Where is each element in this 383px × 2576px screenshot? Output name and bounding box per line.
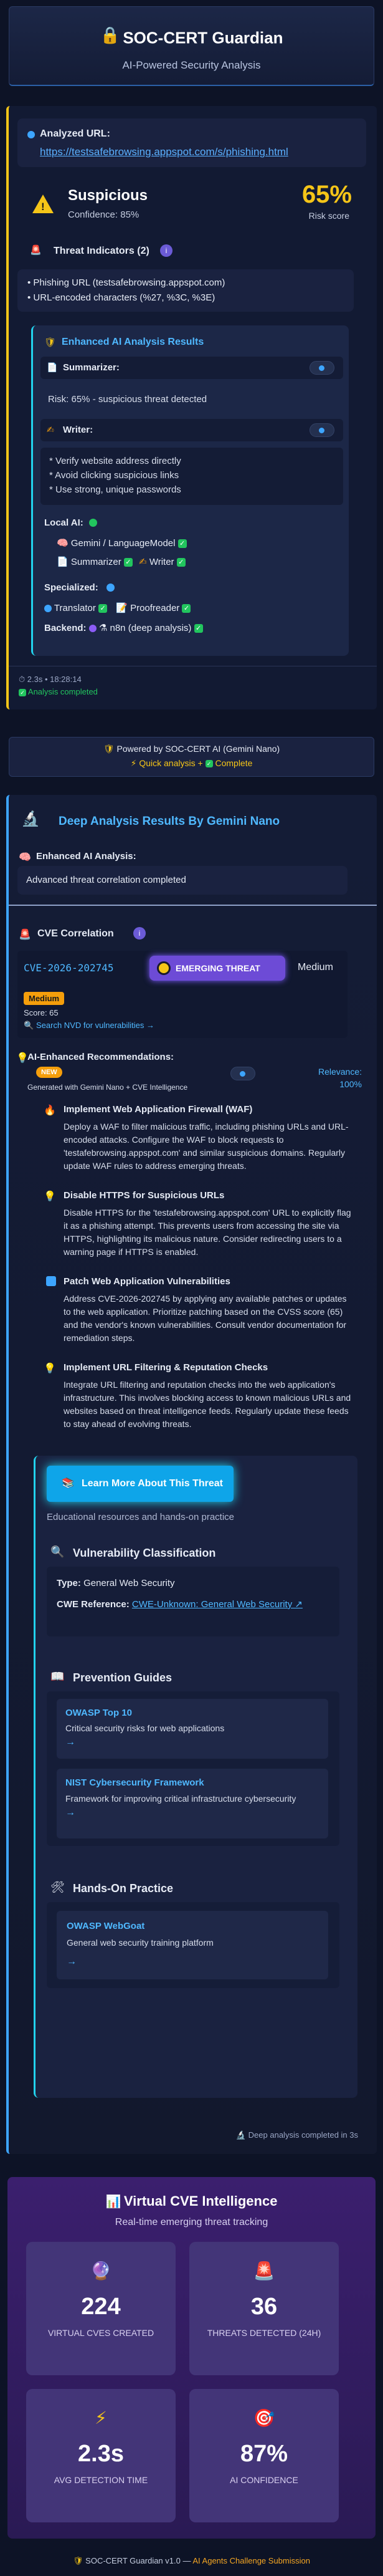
quick-analysis-label: Quick analysis bbox=[139, 758, 196, 768]
stat-label: THREATS DETECTED (24H) bbox=[207, 2328, 321, 2338]
bulb-icon: 💡 bbox=[44, 1363, 56, 1374]
vuln-class-box bbox=[47, 1567, 339, 1636]
info-icon[interactable]: i bbox=[160, 244, 173, 257]
translator-label: Translator bbox=[54, 603, 96, 613]
emerging-threat-badge bbox=[149, 956, 285, 981]
learn-more-button[interactable] bbox=[47, 1466, 234, 1502]
cwe-label: CWE Reference: bbox=[57, 1599, 130, 1610]
intel-title: Virtual CVE Intelligence bbox=[123, 2193, 278, 2209]
stat-label: AVG DETECTION TIME bbox=[54, 2475, 148, 2485]
checkbox-icon bbox=[46, 1276, 56, 1286]
check-icon: ✓ bbox=[178, 539, 187, 548]
circle-icon bbox=[157, 961, 171, 975]
fire-icon: 🔥 bbox=[44, 1105, 56, 1116]
threat-indicators-list bbox=[17, 269, 354, 312]
check-icon: ✓ bbox=[124, 558, 133, 567]
local-ai-label: Local AI: bbox=[44, 517, 83, 528]
summarizer-icon: 📄 bbox=[47, 362, 58, 372]
vuln-class-title: Vulnerability Classification bbox=[73, 1547, 216, 1559]
enhanced-analysis-label: Enhanced AI Analysis: bbox=[36, 851, 136, 862]
risk-score: 65% bbox=[301, 181, 352, 208]
writer-row bbox=[40, 419, 343, 441]
cwe-link[interactable]: CWE-Unknown: General Web Security ↗ bbox=[131, 1599, 303, 1610]
alert-icon: 🚨 bbox=[19, 930, 31, 940]
backend-label: Backend: bbox=[44, 623, 87, 633]
summarizer-text: Risk: 65% - suspicious threat detected bbox=[48, 394, 207, 405]
rec-title: Implement Web Application Firewall (WAF) bbox=[64, 1104, 253, 1115]
threat-item: • URL-encoded characters (%27, %3C, %3E) bbox=[27, 292, 215, 303]
practice-card[interactable] bbox=[57, 1911, 328, 1979]
stat-card bbox=[26, 2242, 176, 2375]
enhanced-analysis-box bbox=[17, 866, 348, 895]
writer-toggle[interactable] bbox=[310, 423, 334, 437]
check-icon: ✓ bbox=[19, 689, 26, 696]
deep-analysis-done: Deep analysis completed in 3s bbox=[248, 2130, 358, 2140]
guide-name: NIST Cybersecurity Framework bbox=[65, 1777, 204, 1788]
guide-card[interactable] bbox=[57, 1769, 328, 1838]
stopwatch-icon: ⏱ bbox=[19, 675, 26, 684]
analysis-card: Analyzed URL: https://testsafebrowsing.appspot.com/s/phishing.html ! Suspicious Confidence: 85% 65% Risk score 🚨 Threat Indicators (2) i • Phishing URL (testsafebrowsing.appspot.com) • URL-encoded characters (%27, %3C, %3E) 🛡 Enhanced AI Analysis Results 📄 Summarizer: Risk: 65% - suspicious threat detected ✍ Writer: * Verify website address directly * Avoid clicking suspicious links * Use strong, unique passwords Local AI: 🧠 Gemini / LanguageModel ✓ 📄 Summarizer ✓ ✍ Writer ✓ Specialized: Translator ✓ 📝 Proofreader ✓ Backend: ⚗ n8n (deep analysis) ✓ ⏱ 2.3s • 18:28:14 ✓ Analysis completed bbox=[6, 106, 377, 709]
stat-label: AI CONFIDENCE bbox=[230, 2475, 298, 2485]
hands-on-title: Hands-On Practice bbox=[73, 1882, 174, 1895]
writer-mini-icon: ✍ bbox=[139, 557, 147, 567]
cve-score: Score: 65 bbox=[24, 1008, 59, 1017]
severity-badge: Medium bbox=[24, 992, 64, 1005]
footer-text: SOC-CERT Guardian v1.0 — bbox=[85, 2556, 193, 2565]
backend-dot-icon bbox=[89, 625, 97, 632]
footer-link[interactable]: AI Agents Challenge Submission bbox=[192, 2556, 310, 2565]
magnifier-icon: 🔍 bbox=[50, 1545, 65, 1558]
writer-label: Writer: bbox=[63, 425, 93, 435]
writer-text bbox=[40, 448, 343, 505]
intel-panel bbox=[7, 2177, 376, 2539]
arrow-icon: → bbox=[67, 1956, 77, 1967]
check-icon: ✓ bbox=[98, 604, 107, 613]
type-value: General Web Security bbox=[83, 1578, 175, 1588]
analyzed-url-label: Analyzed URL: bbox=[40, 128, 110, 139]
microscope-icon: 🔬 bbox=[21, 810, 40, 827]
rec-body: Integrate URL filtering and reputation checks into the web application's infrastructure. This involves blocking access to known malicious URLs and websites based on threat intelligence feeds. Regularly update these feeds to stay ahead of evolving threats. bbox=[64, 1380, 351, 1429]
summarizer-toggle[interactable] bbox=[310, 361, 334, 375]
writer-line: * Verify website address directly bbox=[49, 456, 181, 466]
powered-by-box: 🛡 Powered by SOC-CERT AI (Gemini Nano) ⚡ Quick analysis + ✓ Complete bbox=[9, 737, 374, 777]
prevention-title: Prevention Guides bbox=[73, 1671, 173, 1684]
arrow-icon: → bbox=[65, 1737, 75, 1747]
complete-label: Complete bbox=[215, 758, 253, 768]
type-label: Type: bbox=[57, 1578, 81, 1588]
bottom-footer bbox=[0, 2556, 383, 2566]
practice-desc: General web security training platform bbox=[67, 1938, 214, 1948]
check-icon: ✓ bbox=[177, 558, 186, 567]
specialized-label: Specialized: bbox=[44, 582, 98, 593]
writer-line: * Use strong, unique passwords bbox=[49, 484, 181, 495]
analysis-time: 2.3s • 18:28:14 bbox=[27, 675, 82, 684]
arrow-icon: → bbox=[65, 1807, 75, 1818]
info-dot-icon bbox=[27, 131, 35, 138]
powered-by-text: Powered by SOC-CERT AI (Gemini Nano) bbox=[116, 744, 280, 754]
specialized-status-dot bbox=[106, 584, 115, 592]
writer-mini-label: Writer bbox=[149, 557, 174, 567]
summarizer-mini-label: Summarizer bbox=[70, 557, 121, 567]
new-badge: NEW bbox=[36, 1067, 62, 1078]
threat-indicators-title: Threat Indicators (2) bbox=[54, 246, 149, 256]
rec-body: Address CVE-2026-202745 by applying any available patches or updates to the web application. Prioritize patching based on the CVSS score (65) and the vendor's known vulnerabilities. Consult vendor documentation for remediation steps. bbox=[64, 1294, 347, 1343]
guide-desc: Framework for improving critical infrastructure cybersecurity bbox=[65, 1794, 296, 1804]
risk-score-label: Risk score bbox=[308, 211, 349, 221]
app-subtitle: AI-Powered Security Analysis bbox=[122, 59, 261, 71]
rec-title: Implement URL Filtering & Reputation Checks bbox=[64, 1362, 268, 1373]
deep-analysis-card bbox=[6, 795, 377, 2154]
enhanced-analysis-text: Advanced threat correlation completed bbox=[26, 875, 186, 885]
flask-icon: ⚗ bbox=[98, 623, 108, 633]
stat-value: 87% bbox=[240, 2441, 288, 2467]
writer-icon: ✍ bbox=[47, 425, 54, 435]
relevance-value: 100% bbox=[339, 1079, 362, 1089]
check-icon: ✓ bbox=[206, 760, 213, 767]
intel-subtitle: Real-time emerging threat tracking bbox=[115, 2217, 268, 2228]
rec-title: Disable HTTPS for Suspicious URLs bbox=[64, 1190, 225, 1201]
rec-title: Patch Web Application Vulnerabilities bbox=[64, 1276, 230, 1287]
book-icon: 📚 bbox=[62, 1478, 74, 1489]
analyzed-url-link[interactable]: https://testsafebrowsing.appspot.com/s/phishing.html bbox=[40, 146, 288, 158]
guide-desc: Critical security risks for web applications bbox=[65, 1723, 225, 1733]
translator-dot-icon bbox=[44, 605, 52, 612]
deep-analysis-title: Deep Analysis Results By Gemini Nano bbox=[59, 815, 280, 828]
generated-with-text: Generated with Gemini Nano + CVE Intelligence bbox=[27, 1083, 188, 1092]
emerging-threat-text: EMERGING THREAT bbox=[176, 963, 260, 973]
wrench-icon: 🛠 bbox=[50, 1881, 65, 1893]
guide-card[interactable] bbox=[57, 1699, 328, 1759]
prevention-list bbox=[47, 1691, 339, 1846]
nvd-search-link[interactable]: Search NVD for vulnerabilities → bbox=[36, 1021, 155, 1030]
target-icon: 🎯 bbox=[253, 2408, 275, 2428]
hands-on-list bbox=[47, 1902, 339, 1988]
analysis-status: Analysis completed bbox=[27, 687, 98, 696]
summarizer-mini-icon: 📄 bbox=[57, 557, 69, 567]
learn-more-panel bbox=[34, 1456, 357, 2098]
enhanced-ai-panel bbox=[31, 325, 349, 656]
relevance-label: Relevance: bbox=[318, 1067, 362, 1077]
learn-more-label: Learn More About This Threat bbox=[82, 1478, 223, 1489]
rec-body: Disable HTTPS for the 'testafebrowsing.appspot.com' URL to explicitly flag it as a phishing attempt. This prevents users from accessing the site via HTTPS, highlighting its malicious nature. Consider redirecting users to a warning page if HTTPS is enabled. bbox=[64, 1208, 351, 1257]
threat-item: • Phishing URL (testsafebrowsing.appspot.com) bbox=[27, 277, 225, 288]
analyzed-url-box bbox=[17, 118, 366, 167]
check-icon: ✓ bbox=[182, 604, 191, 613]
book-icon: 📖 bbox=[50, 1670, 65, 1683]
microscope-icon: 🔬 bbox=[235, 2130, 247, 2140]
proofreader-icon: 📝 bbox=[116, 603, 128, 613]
bulb-icon: 💡 bbox=[16, 1053, 29, 1064]
cve-correlation-title: CVE Correlation bbox=[37, 928, 114, 939]
stat-card bbox=[189, 2389, 339, 2522]
proofreader-label: Proofreader bbox=[130, 603, 180, 613]
stat-card bbox=[26, 2389, 176, 2522]
alert-icon: 🚨 bbox=[30, 245, 42, 256]
bolt-icon: ⚡ bbox=[130, 758, 137, 768]
shield-icon: 🛡 bbox=[44, 337, 57, 348]
practice-name: OWASP WebGoat bbox=[67, 1921, 145, 1931]
info-icon[interactable]: i bbox=[133, 927, 146, 940]
verdict-confidence: Confidence: 85% bbox=[68, 209, 139, 220]
writer-line: * Avoid clicking suspicious links bbox=[49, 470, 179, 481]
shield-icon: 🛡 bbox=[73, 2556, 83, 2565]
siren-icon: 🚨 bbox=[253, 2261, 275, 2280]
stat-card bbox=[189, 2242, 339, 2375]
stat-label: VIRTUAL CVES CREATED bbox=[47, 2328, 154, 2338]
brain-icon: 🧠 bbox=[19, 852, 31, 863]
summarizer-label: Summarizer: bbox=[63, 362, 120, 373]
lightning-icon: ⚡ bbox=[95, 2408, 107, 2428]
chart-icon: 📊 bbox=[105, 2195, 121, 2209]
summarizer-row bbox=[40, 357, 343, 379]
check-icon: ✓ bbox=[194, 624, 203, 633]
stat-value: 2.3s bbox=[78, 2441, 124, 2467]
learn-more-subtitle: Educational resources and hands-on practice bbox=[47, 1512, 235, 1522]
verdict-status: Suspicious bbox=[68, 187, 148, 204]
app-title: SOC-CERT Guardian bbox=[123, 28, 283, 47]
guide-name: OWASP Top 10 bbox=[65, 1708, 132, 1718]
local-ai-status-dot bbox=[89, 519, 97, 527]
search-icon: 🔍 bbox=[24, 1021, 34, 1030]
recommendations-toggle[interactable] bbox=[230, 1067, 255, 1080]
cve-severity: Medium bbox=[298, 962, 333, 973]
backend-value: n8n (deep analysis) bbox=[110, 623, 192, 633]
rec-body: Deploy a WAF to filter malicious traffic, including phishing URLs and URL-encoded attacks. Configure the WAF to block requests to 'testafebrowsing.appspot.com' and similar suspicious domains. Regularly update WAF rules to address emerging threats. bbox=[64, 1122, 349, 1171]
brain-icon: 🧠 bbox=[57, 538, 69, 549]
cve-id[interactable]: CVE-2026-202745 bbox=[24, 962, 114, 974]
bulb-icon: 💡 bbox=[44, 1191, 56, 1202]
stat-value: 224 bbox=[81, 2294, 121, 2320]
shield-icon: 🛡 bbox=[103, 744, 115, 754]
lock-icon: 🔒 bbox=[100, 26, 120, 44]
enhanced-ai-title: Enhanced AI Analysis Results bbox=[62, 337, 204, 347]
crystal-ball-icon: 🔮 bbox=[90, 2261, 112, 2280]
gemini-label: Gemini / LanguageModel bbox=[70, 538, 176, 549]
recommendations-title: AI-Enhanced Recommendations: bbox=[27, 1052, 174, 1062]
stat-value: 36 bbox=[250, 2294, 278, 2320]
header bbox=[9, 6, 374, 86]
cve-box bbox=[17, 951, 348, 1038]
